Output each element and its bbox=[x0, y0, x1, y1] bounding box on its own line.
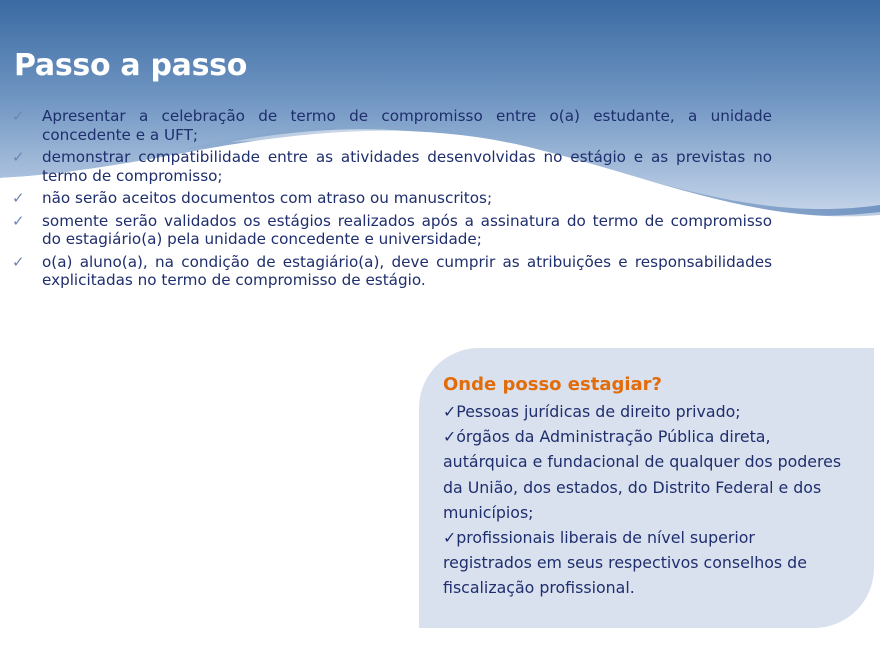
step-text: somente serão validados os estágios realizados após a assinatura do termo de compromisso do estagiário(a) pela unidade concedente e universidade; bbox=[42, 211, 772, 248]
step-text: Apresentar a celebração de termo de compromisso entre o(a) estudante, a unidade concedente e a UFT; bbox=[42, 107, 772, 144]
callout-item-text: Pessoas jurídicas de direito privado; bbox=[456, 402, 741, 421]
step-text: o(a) aluno(a), na condição de estagiário(a), deve cumprir as atribuições e responsabilidades explicitadas no termo de compromisso de estágio. bbox=[42, 252, 772, 289]
check-icon: ✓ bbox=[12, 107, 25, 125]
callout-item-text: profissionais liberais de nível superior registrados em seus respectivos conselhos de fiscalização profissional. bbox=[443, 528, 807, 598]
callout-item-text: órgãos da Administração Pública direta, autárquica e fundacional de qualquer dos poderes da União, dos estados, do Distrito Federal e dos municípios; bbox=[443, 427, 842, 522]
check-icon: ✓ bbox=[443, 402, 457, 421]
step-text: não serão aceitos documentos com atraso ou manuscritos; bbox=[42, 189, 493, 207]
check-icon: ✓ bbox=[443, 528, 457, 548]
callout-box bbox=[419, 348, 874, 628]
slide-title: Passo a passo bbox=[14, 48, 248, 83]
step-item bbox=[12, 148, 772, 185]
callout-item bbox=[443, 399, 843, 424]
callout-item bbox=[443, 424, 843, 525]
step-text: demonstrar compatibilidade entre as atividades desenvolvidas no estágio e as previstas no termo de compromisso; bbox=[42, 148, 772, 185]
step-item bbox=[12, 253, 772, 290]
step-item bbox=[12, 189, 772, 208]
step-item bbox=[12, 212, 772, 249]
step-list bbox=[12, 107, 772, 294]
check-icon: ✓ bbox=[12, 189, 25, 207]
check-icon: ✓ bbox=[12, 252, 25, 271]
step-item bbox=[12, 107, 772, 144]
callout-content bbox=[443, 372, 843, 601]
callout-item bbox=[443, 525, 843, 601]
check-icon: ✓ bbox=[443, 427, 457, 447]
check-icon: ✓ bbox=[12, 211, 25, 230]
callout-title: Onde posso estagiar? bbox=[443, 374, 662, 395]
check-icon: ✓ bbox=[12, 148, 25, 166]
